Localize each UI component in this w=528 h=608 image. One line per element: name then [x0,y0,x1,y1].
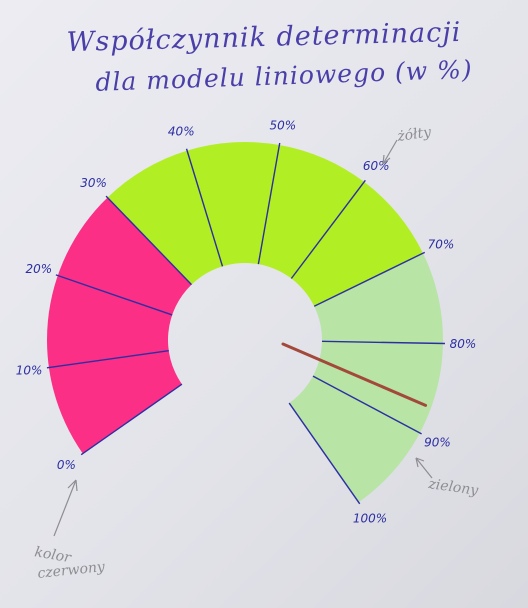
annotation-green: zielony [427,476,480,499]
gauge-tick-label-0: 0% [56,458,76,473]
gauge-tick-label-30: 30% [80,176,107,191]
title-line-2: dla modelu liniowego (w %) [94,54,474,97]
annotation-yellow-arrow [383,140,397,164]
annotation-red-line-2: czerwony [36,559,106,582]
gauge-tick-label-70: 70% [427,237,455,252]
gauge-tick-label-90: 90% [424,435,451,450]
gauge-tick-label-60: 60% [362,158,390,173]
gauge-tick-label-50: 50% [269,118,297,133]
annotation-red-line-1: kolor [33,544,73,567]
annotation-red-arrow [54,480,76,536]
gauge-tick-label-80: 80% [449,336,477,351]
gauge-tick-label-10: 10% [15,363,43,378]
gauge-tick-label-20: 20% [25,262,53,277]
gauge-tick-label-100: 100% [352,511,388,526]
annotation-yellow: żółty [396,124,433,145]
gauge-tick-label-40: 40% [167,124,195,139]
title-line-1: Współczynnik determinacji [66,16,462,59]
